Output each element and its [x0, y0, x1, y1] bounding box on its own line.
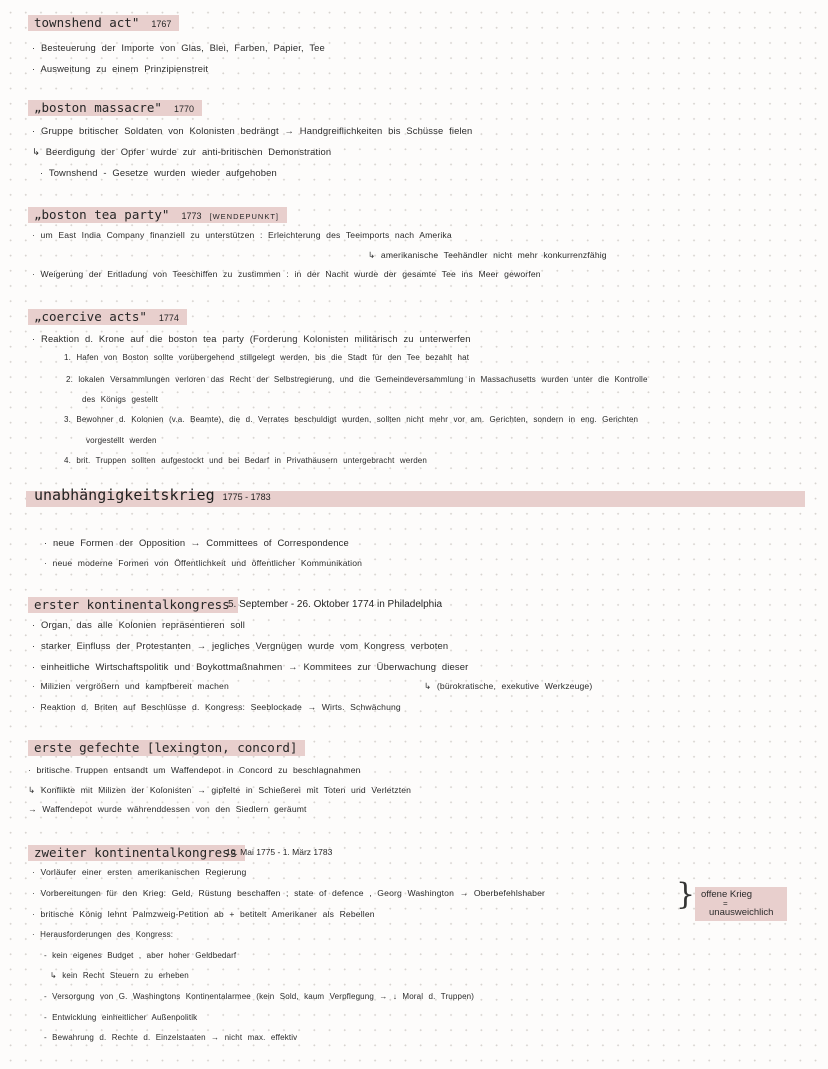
note-line: · Besteuerung der Importe von Glas, Blei, Farben, Papier, Tee	[32, 42, 325, 53]
note-line: · Reaktion d. Briten auf Beschlüsse d. Kongress: Seeblockade → Wirts. Schwächung	[32, 702, 401, 712]
section-heading-massacre	[28, 100, 202, 116]
note-line: - Entwicklung einheitlicher Außenpolitik	[44, 1013, 198, 1022]
note-line: ↳ Beerdigung der Opfer wurde zur anti-britischen Demonstration	[32, 146, 332, 157]
note-line: · britische Truppen entsandt um Waffendepot in Concord zu beschlagnahmen	[28, 765, 361, 775]
heading-title: erster kontinentalkongress	[34, 597, 230, 612]
heading-title: „boston massacre"	[34, 100, 162, 115]
heading-title: townshend act"	[34, 15, 140, 30]
note-line: 4. brit. Truppen sollten aufgestockt und bei Bedarf in Privathäusern untergebracht werden	[64, 456, 427, 465]
brace-symbol: }	[676, 877, 696, 912]
note-line: - Bewahrung d. Rechte d. Einzelstaaten → nicht max. effektiv	[44, 1033, 298, 1042]
note-line: · Vorbereitungen für den Krieg: Geld, Rüstung beschaffen ; state of defence , Georg Washington → Oberbefehlshaber	[32, 888, 546, 898]
note-line: · Herausforderungen des Kongress:	[32, 930, 174, 939]
heading-title: unabhängigkeitskrieg	[34, 486, 215, 504]
note-line: - kein eigenes Budget , aber hoher Geldbedarf	[44, 951, 237, 960]
section-heading-erster	[28, 597, 238, 613]
note-line: → Waffendepot wurde währenddessen von den Siedlern geräumt	[28, 804, 307, 814]
note-line: 3. Bewohner d. Kolonien (v.a. Beamte), die d. Verrates beschuldigt wurden, sollten nicht mehr vor am. Gerichten, sondern in eng. Gerichten	[64, 415, 639, 424]
section-heading-teaparty	[28, 207, 287, 223]
note-line: vorgestellt werden	[86, 436, 157, 445]
note-line: · neue moderne Formen von Öffentlichkeit und öffentlicher Kommunikation	[44, 558, 363, 568]
note-line: · Weigerung der Entladung von Teeschiffen zu zustimmen : in der Nacht wurde der gesamte Tee ins Meer geworfen	[32, 269, 541, 279]
note-line: · Townshend - Gesetze wurden wieder aufgehoben	[40, 167, 277, 178]
heading-date: 1773	[181, 211, 202, 221]
heading-title: zweiter kontinentalkongress	[34, 845, 238, 860]
section-heading-townshend	[28, 15, 179, 31]
note-line: · um East India Company finanziell zu unterstützen : Erleichterung des Teeimports nach Amerika	[32, 230, 452, 240]
note-line: ↳ amerikanische Teehändler nicht mehr konkurrenzfähig	[368, 250, 607, 260]
note-line: ↳ kein Recht Steuern zu erheben	[50, 971, 189, 980]
section-heading-zweiter	[28, 845, 245, 861]
note-line: ↳ Konflikte mit Milizen der Kolonisten → gipfelte in Schießerei mit Toten und Verletzten	[28, 785, 412, 795]
turning-point-tag: [WENDEPUNKT]	[209, 212, 280, 221]
note-line: · Milizien vergrößern und kampfbereit machen	[32, 681, 229, 691]
note-line: ↳ (bürokratische, exekutive Werkzeuge)	[424, 681, 593, 691]
side-note-equals: =	[723, 899, 728, 908]
note-line: des Königs gestellt	[82, 395, 159, 404]
note-line: 2. lokalen Versammlungen verloren das Recht der Selbstregierung, und die Gemeindeversammlung in Massachusetts wurden unter die Kontrolle	[66, 375, 648, 384]
congress-date: 10. Mai 1775 - 1. März 1783	[226, 847, 333, 857]
section-heading-krieg	[34, 486, 271, 504]
heading-date: 1775 - 1783	[222, 492, 271, 502]
note-line: · Ausweitung zu einem Prinzipienstreit	[32, 63, 209, 74]
heading-title: erste gefechte [lexington, concord]	[34, 740, 298, 755]
heading-date: 1767	[151, 19, 172, 29]
note-line: · Reaktion d. Krone auf die boston tea party (Forderung Kolonisten militärisch zu unterwerfen	[32, 333, 471, 344]
note-line: 1. Hafen von Boston sollte vorübergehend stillgelegt werden, bis die Stadt für den Tee bezahlt hat	[64, 353, 470, 362]
note-line: · Vorläufer einer ersten amerikanischen Regierung	[32, 867, 247, 877]
note-line: · britische König lehnt Palmzweig-Petition ab + betitelt Amerikaner als Rebellen	[32, 909, 375, 919]
side-note-line1: offene Krieg	[701, 889, 753, 900]
note-line: · Organ, das alle Kolonien repräsentieren soll	[32, 619, 246, 630]
note-line: · neue Formen der Opposition → Committees of Correspondence	[44, 537, 349, 548]
heading-date: 1770	[173, 104, 194, 114]
note-line: · starker Einfluss der Protestanten → jegliches Vergnügen wurde vom Kongress verboten	[32, 640, 449, 651]
congress-date: 5. September - 26. Oktober 1774 in Philadelphia	[228, 599, 443, 610]
note-line: - Versorgung von G. Washingtons Kontinentalarmee (kein Sold, kaum Verpflegung → ↓ Moral d. Truppen)	[44, 992, 475, 1001]
side-note-box	[695, 887, 787, 921]
side-note-line2: unausweichlich	[709, 907, 774, 918]
section-heading-gefechte	[28, 740, 305, 756]
heading-title: „coercive acts"	[34, 309, 147, 324]
heading-title: „boston tea party"	[34, 207, 170, 222]
note-line: · Gruppe britischer Soldaten von Kolonisten bedrängt → Handgreiflichkeiten bis Schüsse fielen	[32, 125, 473, 136]
note-line: · einheitliche Wirtschaftspolitik und Boykottmaßnahmen → Kommitees zur Überwachung dieser	[32, 661, 469, 672]
heading-date: 1774	[158, 313, 179, 323]
section-heading-coercive	[28, 309, 187, 325]
